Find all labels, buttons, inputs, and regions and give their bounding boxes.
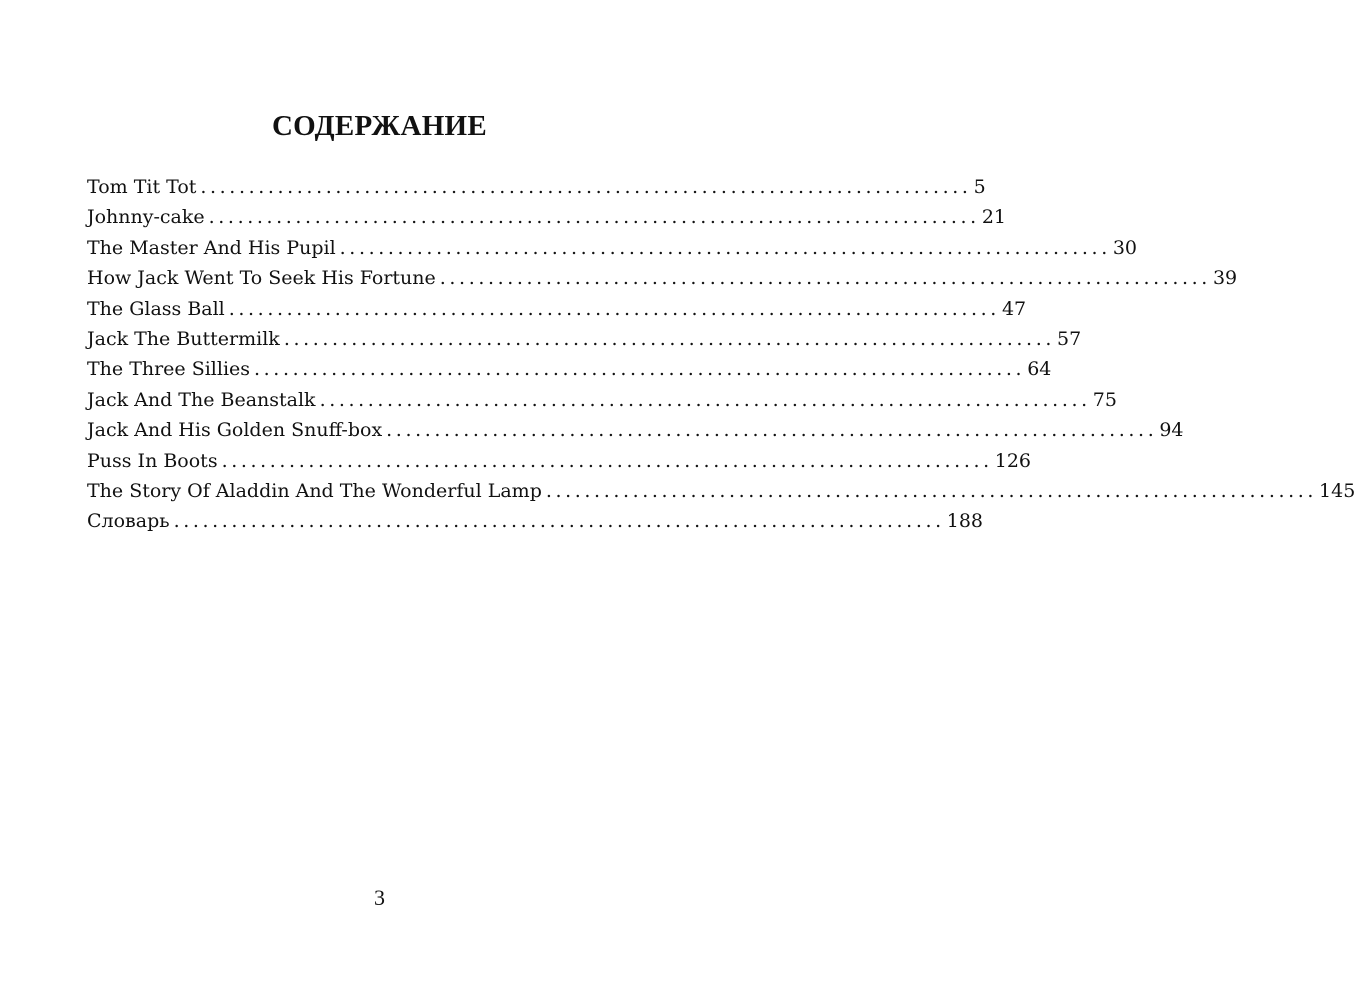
toc-entry-page: 57 (1056, 327, 1082, 350)
toc-entry-title: Jack The Buttermilk (87, 327, 280, 350)
toc-entry-title: Jack And The Beanstalk (87, 388, 316, 411)
dot-leader: ................................................................................ (208, 206, 980, 229)
toc-entry (87, 446, 1032, 476)
toc-entry-title: The Story Of Aladdin And The Wonderful Lamp (87, 479, 542, 502)
toc-entry (87, 354, 1052, 384)
dot-leader: ................................................................................ (545, 479, 1318, 502)
toc-entry-title: Tom Tit Tot (87, 176, 197, 198)
toc-entry (87, 233, 1138, 263)
toc-entry (87, 324, 1082, 354)
page-title: СОДЕРЖАНИЕ (271, 110, 488, 142)
toc-entry (87, 385, 1117, 415)
dot-leader: ................................................................................ (228, 297, 1000, 320)
toc-entry-page: 47 (1001, 297, 1027, 320)
toc-entry-page: 64 (1027, 358, 1052, 381)
toc-entry (87, 172, 986, 202)
toc-entry-title: How Jack Went To Seek His Fortune (87, 267, 436, 290)
dot-leader: ................................................................................ (386, 419, 1158, 442)
toc-entry-title: The Glass Ball (87, 297, 225, 320)
toc-entry-title: Jack And His Golden Snuff-box (87, 419, 383, 442)
toc-entry (87, 202, 1007, 232)
toc-entry-page: 21 (981, 206, 1007, 229)
toc-entry-page: 94 (1159, 419, 1184, 442)
toc-entry-page: 39 (1212, 267, 1238, 290)
toc-entry-title: Johnny-cake (87, 206, 205, 229)
dot-leader: ................................................................................ (339, 236, 1111, 259)
dot-leader: ................................................................................ (221, 449, 993, 472)
toc-entry (87, 294, 1027, 324)
toc-entry-page: 75 (1092, 388, 1117, 411)
toc-entry (87, 263, 1238, 293)
toc-entry-page: 145 (1319, 479, 1355, 502)
toc-entry-page: 188 (946, 510, 984, 533)
toc-entry-title: The Three Sillies (87, 358, 251, 381)
toc-entry (87, 415, 1184, 445)
table-of-contents (87, 172, 1355, 537)
dot-leader: ................................................................................ (439, 267, 1211, 290)
toc-entry (87, 506, 984, 536)
dot-leader: ................................................................................ (283, 327, 1055, 350)
dot-leader: ................................................................................ (173, 510, 945, 533)
toc-entry-page: 5 (973, 176, 986, 198)
toc-entry-title: The Master And His Pupil (87, 236, 336, 259)
toc-entry-page: 126 (994, 449, 1032, 472)
dot-leader: ................................................................................ (319, 388, 1091, 411)
toc-entry-title: Puss In Boots (87, 449, 218, 472)
toc-entry (87, 476, 1355, 506)
toc-entry-page: 30 (1112, 236, 1138, 259)
dot-leader: ................................................................................ (200, 176, 972, 198)
dot-leader: ................................................................................ (254, 358, 1026, 381)
page-number: 3 (374, 885, 385, 910)
toc-entry-title: Словарь (87, 510, 170, 533)
